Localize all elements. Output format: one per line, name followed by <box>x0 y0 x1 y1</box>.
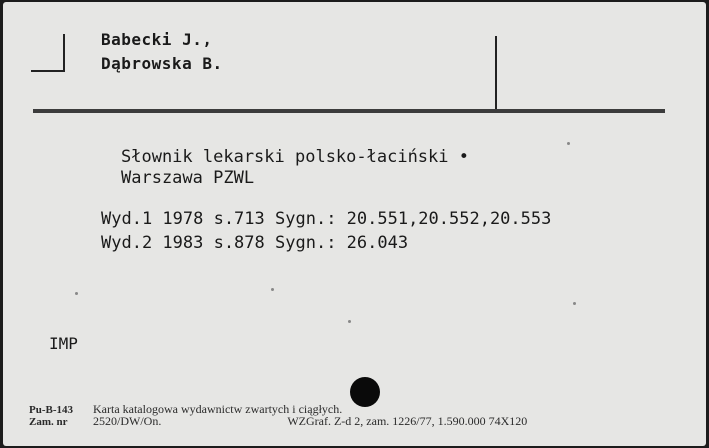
title-dot: • <box>458 147 470 167</box>
corner-bracket-horizontal <box>31 70 65 72</box>
speck <box>567 142 570 145</box>
header-rule <box>33 109 665 113</box>
corner-bracket-vertical <box>63 34 65 72</box>
edition-info: Wyd.2 1983 s.878 <box>101 233 265 253</box>
publisher: Warszawa PZWL <box>121 168 255 188</box>
punch-hole <box>350 377 380 407</box>
speck <box>348 320 351 323</box>
printer-info: WZGraf. Z-d 2, zam. 1226/77, 1.590.000 74X120 <box>287 414 528 428</box>
book-title <box>121 147 469 167</box>
library-mark: IMP <box>49 334 78 353</box>
speck <box>75 292 78 295</box>
form-code: Pu-B-143 <box>29 404 73 416</box>
speck <box>573 302 576 305</box>
header-divider-vertical <box>495 36 497 112</box>
author-1: Babecki J., <box>101 30 213 49</box>
title-text: Słownik lekarski polsko-łaciński <box>121 147 449 167</box>
author-2: Dąbrowska B. <box>101 54 223 73</box>
edition-row <box>101 233 408 253</box>
speck <box>271 288 274 291</box>
catalog-card <box>3 2 706 446</box>
edition-info: Wyd.1 1978 s.713 <box>101 209 265 229</box>
order-number: 2520/DW/On. <box>93 414 162 428</box>
order-label: Zam. nr <box>29 416 68 428</box>
footer-line-2 <box>29 414 527 429</box>
signature: Sygn.: 26.043 <box>275 233 409 253</box>
edition-row <box>101 209 551 229</box>
signature: Sygn.: 20.551,20.552,20.553 <box>275 209 552 229</box>
form-description: Karta katalogowa wydawnictw zwartych i ciągłych. <box>93 402 343 416</box>
